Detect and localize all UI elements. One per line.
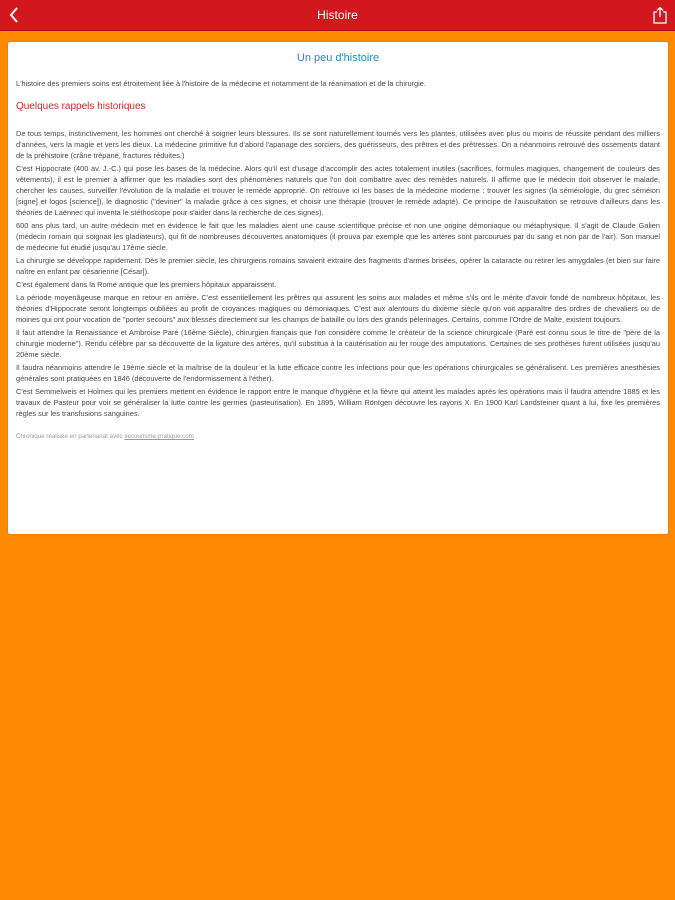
article-card [8,42,668,534]
paragraph: C'est Semmelweis et Holmes qui les premiers mettent en évidence le rapport entre le manque d'hygiène et la fièvre qui atteint les malades après les opérations mais il faudra attendre 1885 et les travaux de Pasteur pour voir se généraliser la lutte contre les germes (pasteurisation). En 1895, William Röntgen découvre les rayons X. En 1900 Karl Landsteiner quant à lui, fixe les premières règles sur les transfusions sanguines. [16,387,660,418]
credit-line [16,433,660,440]
paragraph: De tous temps, instinctivement, les hommes ont cherché à soigner leurs blessures. Ils se sont naturellement tournés vers les plantes, utilisées avec plus ou moins de réussite pendant des milliers d'années, vers la magie et vers les dieux. La médecine primitive fut d'abord l'apanage des sorciers, des guérisseurs, des prêtres et des prêtresses. On a néanmoins retrouvé des ossements datant de la préhistoire (crâne trépané, fractures réduites.) [16,129,660,160]
credit-link[interactable]: secourisme-pratique.com [124,433,194,440]
article-intro: L'histoire des premiers soins est étroitement liée à l'histoire de la médecine et notamment de la réanimation et de la chirurgie. [16,79,426,88]
section-title: Quelques rappels historiques [16,101,146,112]
paragraph: 600 ans plus tard, un autre médecin met en évidence le fait que les maladies aient une cause scientifique précise et non une origine démoniaque ou métaphysique. Il s'agit de Claude Galien (médecin romain qui soignait les gladiateurs), qui fit de nombreuses découvertes anatomiques (il prouva par exemple que les artères sont parcourues par du sang et non par de l'air). Son manuel de médecine fut étudié jusqu'au 17ème siècle. [16,221,660,252]
paragraph: Il faudra néanmoins attendre le 19ème siècle et la maîtrise de la douleur et la lutte efficace contre les infections pour que les opérations chirurgicales se généralisent. Les premières anesthésies générales sont pratiquées en 1846 (découverte de l'endormissement à l'éther). [16,363,660,383]
paragraph: C'est également dans la Rome antique que les premiers hôpitaux apparaissent. [16,280,277,289]
share-button[interactable] [650,4,670,26]
paragraph: La période moyenâgeuse marque en retour en arrière. C'est essentiellement les prêtres qui assurent les soins aux malades et même s'ils ont le mérite d'avoir fondé de nombreux hôpitaux, les théories d'Hippocrate seront longtemps oubliées au profit de croyances magiques ou démoniaques. C'est aux alentours du dixième siècle qu'on voit apparaître des ordres de chevaliers ou de moines qui ont pour vocation de "porter secours" aux blessés directement sur les champs de bataille ou lors des grands pèlerinages. Certains, comme l'Ordre de Malte, existent toujours. [16,293,660,324]
page-title: Histoire [317,8,358,22]
share-icon [653,6,667,24]
paragraph: La chirurgie se développe rapidement. Dès le premier siècle, les chirurgiens romains savaient extraire des fragments d'armes brisées, opérer la cataracte ou retirer les amygdales (et bien sur faire naître en enfant par césarienne [César]). [16,256,660,276]
paragraph: C'est Hippocrate (400 av. J.-C.) qui pose les bases de la médecine. Alors qu'il est d'usage d'accomplir des actes totalement inutiles (sacrifices, formules magiques, changement de couleurs des vêtements), il est le premier à affirmer que les maladies sont des phénomènes naturels que l'on doit combattre avec des remèdes naturels. Il affirme que le médecin doit observer le malade, chercher les causes, surveiller l'évolution de la maladie et trouver le remède approprié. On retrouve ici les bases de la médecine moderne : trouver les signes (la séméiologie, du grec séméion [signe] et logos [science]), le diagnostic ("deviner" la maladie grâce à ces signes, et choisir une thérapie (trouver le remède adapté). Ce principe de l'auscultation se retrouve d'ailleurs dans les théories de Laënnec qui inventa le stéthoscope pour s'aider dans la recherche de ces signes). [16,164,660,217]
article-body [16,128,660,419]
credit-text: Chronique réalisée en partenariat avec [16,433,125,440]
top-navigation-bar [0,0,675,31]
paragraph: Il faut attendre la Renaissance et Ambroise Paré (16ème Siècle), chirurgien français que l'on considère comme le créateur de la science chirurgicale (Paré est connu sous le titre de "père de la chirurgie moderne"). Rendu célèbre par sa découverte de la ligature des artères, qu'il substitua à la cautérisation au fer rouge des amputations. Certaines de ses prothèses furent utilisées jusqu'au 20ème siècle. [16,328,660,359]
article-title: Un peu d'histoire [296,52,380,64]
